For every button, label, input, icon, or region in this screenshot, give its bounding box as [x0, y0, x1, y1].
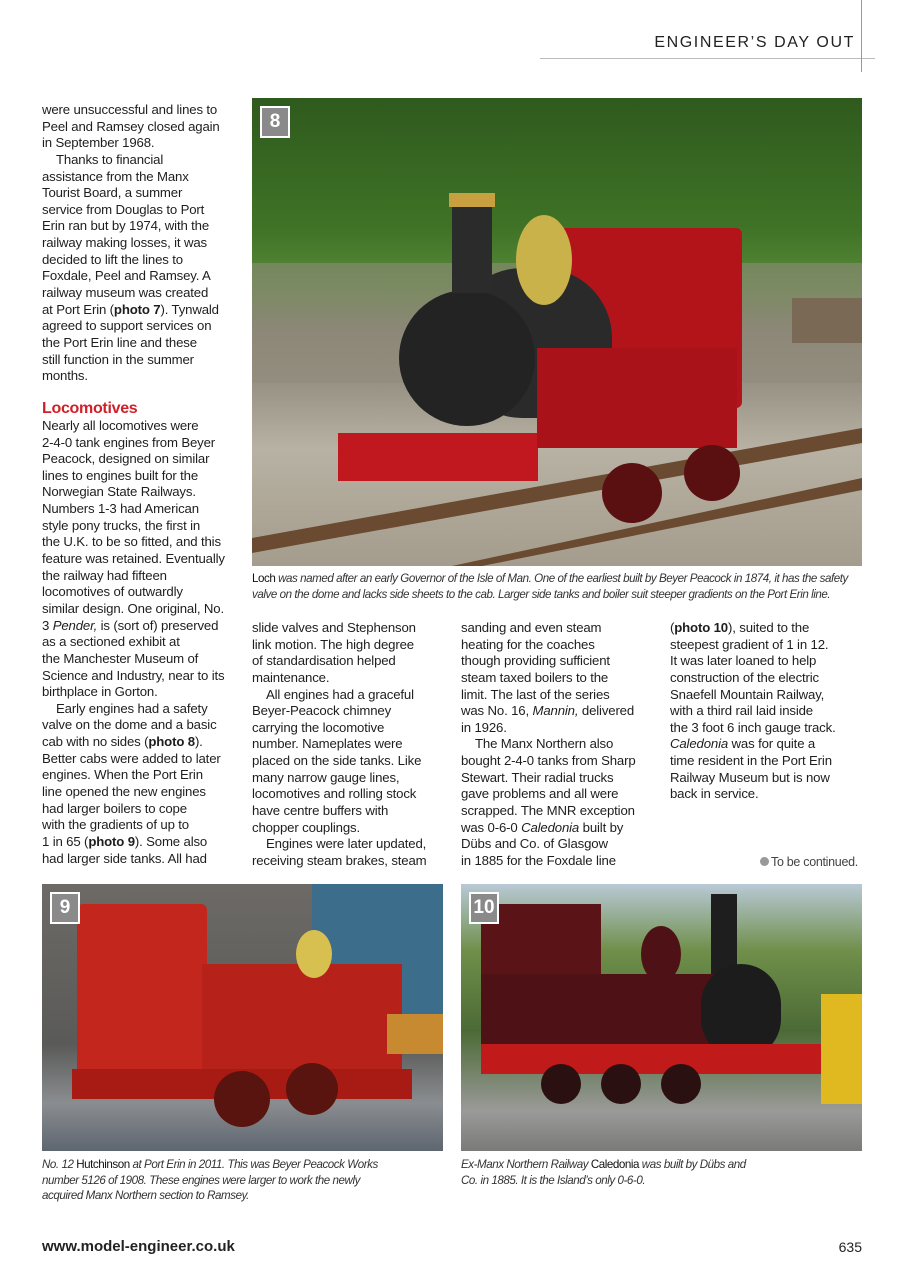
- text-line: gave problems and all were: [461, 786, 619, 802]
- text-segment: (: [670, 620, 675, 635]
- text-line: steam taxed boilers to the: [461, 669, 609, 685]
- text-line: [461, 736, 636, 753]
- locomotive-name: Caledonia: [590, 1158, 640, 1171]
- caption-text: Co. in 1885. It is the Island’s only 0-6-0.: [461, 1173, 646, 1187]
- text-line: as a sectioned exhibit at: [42, 634, 180, 650]
- text-line: of standardisation helped: [252, 653, 396, 669]
- text-line: [42, 701, 225, 718]
- text-line: similar design. One original, No.: [42, 600, 224, 616]
- photo-8-loch-locomotive: [252, 98, 862, 566]
- text-segment: is (sort of) preserved: [97, 617, 219, 633]
- text-line: [670, 620, 836, 637]
- text-line: had larger side tanks. All had: [42, 850, 207, 866]
- text-line: have centre buffers with: [252, 803, 389, 819]
- text-line: agreed to support services on: [42, 318, 212, 334]
- text-line: Nearly all locomotives were: [42, 417, 199, 433]
- text-line: Peel and Ramsey closed again: [42, 118, 220, 134]
- photo-number-badge: 9: [50, 892, 80, 924]
- section-spacing: [42, 385, 225, 397]
- caption-line: [461, 1173, 746, 1189]
- text-line: [42, 152, 225, 169]
- text-line: line opened the new engines: [42, 783, 206, 799]
- text-line: steepest gradient of 1 in 12.: [670, 636, 829, 652]
- text-column-3: [461, 620, 636, 870]
- text-segment: built by: [579, 819, 624, 835]
- text-line: [252, 836, 427, 853]
- text-line: It was later loaned to help: [670, 653, 817, 669]
- text-line: railway museum was created: [42, 285, 209, 301]
- header-vertical-rule: [861, 0, 862, 72]
- text-line: had larger boilers to cope: [42, 800, 187, 816]
- caption-line: [252, 571, 848, 587]
- text-line: style pony trucks, the first in: [42, 517, 201, 533]
- caption-text: was named after an early Governor of the Isle of Man. One of the earliest built by Beyer Peacock in 1874, it has the safety: [275, 572, 848, 585]
- caption-line: [252, 587, 848, 603]
- text-line: Numbers 1-3 had American: [42, 501, 199, 517]
- text-line: Foxdale, Peel and Ramsey. A: [42, 268, 211, 284]
- text-line: locomotives and rolling stock: [252, 786, 417, 802]
- caption-text: number 5126 of 1908. These engines were larger to work the newly: [42, 1173, 360, 1187]
- photo-9-hutchinson-locomotive: [42, 884, 443, 1151]
- caption-line: [42, 1173, 378, 1189]
- text-line: chopper couplings.: [252, 819, 361, 835]
- text-line: link motion. The high degree: [252, 636, 414, 652]
- text-segment: 1 in 65 (: [42, 833, 89, 849]
- text-segment: ). Tynwald: [160, 301, 219, 317]
- bullet-dot-icon: [760, 857, 769, 866]
- caption-text: acquired Manx Northern section to Ramsey.: [42, 1189, 249, 1203]
- text-line: Science and Industry, near to its: [42, 667, 225, 683]
- text-segment: Early engines had a safety: [56, 700, 208, 716]
- caption-line: [461, 1157, 746, 1173]
- to-be-continued-note: [760, 855, 858, 869]
- text-line: back in service.: [670, 786, 759, 802]
- photo-8-caption: [252, 571, 848, 602]
- text-line: Tourist Board, a summer: [42, 185, 183, 201]
- text-line: the 3 foot 6 inch gauge track.: [670, 719, 836, 735]
- text-line: Railway Museum but is now: [670, 769, 830, 785]
- text-line: assistance from the Manx: [42, 168, 189, 184]
- text-line: [42, 734, 225, 751]
- text-line: in 1926.: [461, 719, 507, 735]
- text-segment: Thanks to financial: [56, 151, 164, 167]
- text-line: number. Nameplates were: [252, 736, 403, 752]
- text-segment: ).: [194, 734, 203, 750]
- text-segment: delivered: [578, 703, 635, 719]
- text-line: maintenance.: [252, 669, 330, 685]
- text-column-4: [670, 620, 836, 803]
- locomotive-name: Hutchinson: [76, 1158, 130, 1171]
- text-line: bought 2-4-0 tanks from Sharp: [461, 753, 636, 769]
- text-line: [461, 703, 636, 720]
- text-line: service from Douglas to Port: [42, 201, 205, 217]
- locomotive-name: Caledonia: [521, 819, 580, 835]
- text-line: limit. The last of the series: [461, 686, 610, 702]
- text-line: in 1885 for the Foxdale line: [461, 852, 616, 868]
- text-line: the U.K. to be so fitted, and this: [42, 534, 221, 550]
- text-line: Erin ran but by 1974, with the: [42, 218, 210, 234]
- caption-line: [42, 1188, 378, 1204]
- text-column-2: [252, 620, 427, 870]
- text-line: with a third rail laid inside: [670, 703, 813, 719]
- footer-website-link[interactable]: www.model-engineer.co.uk: [42, 1238, 235, 1255]
- text-segment: Engines were later updated,: [266, 836, 427, 852]
- locomotive-name: Mannin,: [532, 703, 579, 719]
- text-line: time resident in the Port Erin: [670, 753, 832, 769]
- text-line: carrying the locomotive: [252, 719, 385, 735]
- text-line: [252, 687, 427, 704]
- text-line: the Manchester Museum of: [42, 650, 199, 666]
- text-segment: at Port Erin (: [42, 301, 114, 317]
- text-line: months.: [42, 368, 88, 384]
- caption-text: at Port Erin in 2011. This was Beyer Peacock Works: [129, 1158, 378, 1171]
- text-line: slide valves and Stephenson: [252, 620, 416, 635]
- locomotive-name: Loch: [252, 572, 276, 585]
- text-segment: ), suited to the: [728, 620, 810, 635]
- caption-text: Ex-Manx Northern Railway: [461, 1158, 591, 1171]
- text-line: many narrow gauge lines,: [252, 769, 400, 785]
- section-heading: Locomotives: [42, 399, 138, 417]
- loch-locomotive-illustration: [252, 98, 862, 566]
- text-line: Better cabs were added to later: [42, 750, 221, 766]
- photo-9-caption: [42, 1157, 378, 1204]
- text-segment: ). Some also: [134, 833, 208, 849]
- header-rule: [540, 58, 875, 59]
- text-line: Snaefell Mountain Railway,: [670, 686, 825, 702]
- text-segment: was 0-6-0: [461, 819, 522, 835]
- caption-text: No. 12: [42, 1158, 77, 1171]
- hutchinson-locomotive-illustration: [42, 884, 443, 1151]
- text-line: valve on the dome and a basic: [42, 717, 217, 733]
- caledonia-locomotive-illustration: [461, 884, 862, 1151]
- text-line: still function in the summer: [42, 351, 194, 367]
- photo-10-caption: [461, 1157, 746, 1188]
- text-line: [42, 618, 225, 635]
- to-be-continued-text: To be continued.: [771, 855, 858, 869]
- text-line: the Port Erin line and these: [42, 334, 197, 350]
- text-segment: All engines had a graceful: [266, 686, 414, 702]
- text-segment: was No. 16,: [461, 703, 533, 719]
- text-segment: was for quite a: [728, 736, 816, 752]
- photo-number-badge: 10: [469, 892, 499, 924]
- caption-line: [42, 1157, 378, 1173]
- caption-text: valve on the dome and lacks side sheets to the cab. Larger side tanks and boiler suit steeper gradients on the Port Erin line.: [252, 587, 831, 601]
- text-segment: The Manx Northern also: [475, 736, 614, 752]
- photo-10-caledonia-locomotive: [461, 884, 862, 1151]
- text-line: Dübs and Co. of Glasgow: [461, 836, 608, 852]
- photo-reference: photo 9: [88, 833, 135, 849]
- text-line: [42, 834, 225, 851]
- text-line: 2-4-0 tank engines from Beyer: [42, 434, 216, 450]
- text-line: engines. When the Port Erin: [42, 767, 203, 783]
- text-line: heating for the coaches: [461, 636, 595, 652]
- text-line: receiving steam brakes, steam: [252, 852, 427, 868]
- section-header: ENGINEER’S DAY OUT: [654, 34, 855, 51]
- text-column-1: [42, 102, 225, 867]
- text-line: Norwegian State Railways.: [42, 484, 196, 500]
- locomotive-name: Caledonia: [670, 736, 729, 752]
- text-line: birthplace in Gorton.: [42, 684, 158, 700]
- text-line: railway making losses, it was: [42, 235, 207, 251]
- text-line: with the gradients of up to: [42, 817, 189, 833]
- photo-reference: photo 8: [148, 734, 195, 750]
- photo-number-badge: 8: [260, 106, 290, 138]
- caption-text: was built by Dübs and: [639, 1158, 746, 1171]
- text-line: [461, 820, 636, 837]
- photo-reference: photo 10: [674, 620, 728, 635]
- text-line: the railway had fifteen: [42, 567, 167, 583]
- text-line: Beyer-Peacock chimney: [252, 703, 392, 719]
- text-line: [670, 736, 836, 753]
- text-line: Stewart. Their radial trucks: [461, 769, 614, 785]
- text-line: scrapped. The MNR exception: [461, 803, 635, 819]
- text-line: sanding and even steam: [461, 620, 602, 635]
- text-line: placed on the side tanks. Like: [252, 753, 422, 769]
- text-line: feature was retained. Eventually: [42, 551, 225, 567]
- text-line: though providing sufficient: [461, 653, 610, 669]
- text-line: [42, 302, 225, 319]
- page-number: 635: [838, 1239, 862, 1255]
- text-line: were unsuccessful and lines to: [42, 102, 218, 117]
- text-line: in September 1968.: [42, 135, 155, 151]
- locomotive-name: Pender,: [52, 617, 98, 633]
- text-line: locomotives of outwardly: [42, 584, 183, 600]
- text-segment: 3: [42, 617, 53, 633]
- photo-reference: photo 7: [113, 301, 161, 317]
- text-line: construction of the electric: [670, 669, 819, 685]
- text-line: lines to engines built for the: [42, 467, 199, 483]
- text-line: Peacock, designed on similar: [42, 451, 210, 467]
- text-segment: cab with no sides (: [42, 734, 149, 750]
- text-line: decided to lift the lines to: [42, 251, 183, 267]
